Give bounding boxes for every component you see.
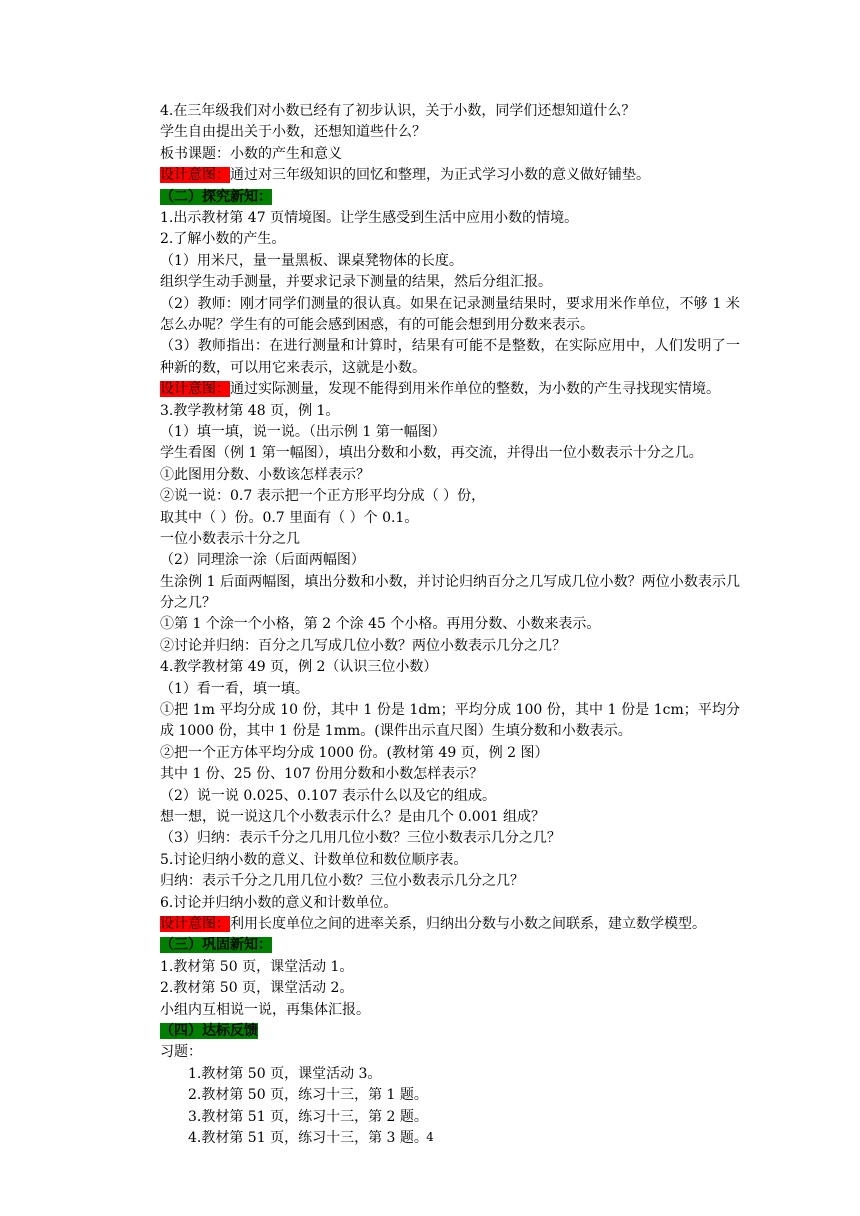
- section-heading: [160, 1021, 740, 1042]
- section-heading: [160, 935, 740, 956]
- design-intent-tag: 设计意图：: [160, 381, 230, 398]
- design-intent-text: 通过实际测量，发现不能得到用米作单位的整数，为小数的产生寻找现实情境。: [230, 381, 720, 398]
- text-line: （3）归纳：表示千分之几用几位小数？三位小数表示几分之几？: [160, 830, 561, 847]
- text-line: （2）同理涂一涂（后面两幅图）: [160, 552, 365, 569]
- design-intent-line: [160, 914, 740, 935]
- text-line: 板书课题：小数的产生和意义: [160, 145, 342, 162]
- paragraph: ①把 1m 平均分成 10 份，其中 1 份是 1dm；平均分成 100 份，其中 1 份是 1cm；平均分成 1000 份，其中 1 份是 1mm。(课件出示直尺图）生填分数和小数表示。: [160, 702, 740, 740]
- text-line: 学生自由提出关于小数，还想知道些什么？: [160, 124, 426, 141]
- text-line: 小组内互相说一说，再集体汇报。: [160, 1001, 370, 1018]
- text-line: 取其中（ ）份。0.7 里面有（ ）个 0.1。: [160, 509, 419, 526]
- text-line: 一位小数表示十分之几: [160, 530, 300, 547]
- text-line: （1）用米尺，量一量黑板、课桌凳物体的长度。: [160, 252, 463, 269]
- text-line: （1）填一填，说一说。（出示例 1 第一幅图）: [160, 423, 446, 440]
- exercise-item: 1.教材第 50 页，课堂活动 3。: [188, 1065, 382, 1082]
- text-line: 学生看图（例 1 第一幅图），填出分数和小数，再交流，并得出一位小数表示十分之几。: [160, 445, 703, 462]
- text-line: 习题：: [160, 1044, 202, 1061]
- text-line: （2）说一说 0.025、0.107 表示什么以及它的组成。: [160, 787, 496, 804]
- text-line: ①此图用分数、小数该怎样表示？: [160, 466, 370, 483]
- design-intent-text: 利用长度单位之间的进率关系，归纳出分数与小数之间联系，建立数学模型。: [230, 915, 706, 932]
- text-line: （1）看一看，填一填。: [160, 680, 309, 697]
- design-intent-tag: 设计意图：: [160, 167, 230, 184]
- text-line: 归纳：表示千分之几用几位小数？三位小数表示几分之几？: [160, 873, 524, 890]
- document-body: [160, 101, 740, 1149]
- text-line: 组织学生动手测量，并要求记录下测量的结果，然后分组汇报。: [160, 274, 552, 291]
- text-line: ②把一个正方体平均分成 1000 份。(教材第 49 页，例 2 图）: [160, 744, 549, 761]
- exercise-item: 4.教材第 51 页，练习十三，第 3 题。: [188, 1129, 428, 1146]
- text-line: ②讨论并归纳：百分之几写成几位小数？两位小数表示几分之几？: [160, 637, 566, 654]
- text-line: 1.出示教材第 47 页情境图。让学生感受到生活中应用小数的情境。: [160, 209, 579, 226]
- text-line: 想一想，说一说这几个小数表示什么？是由几个 0.001 组成？: [160, 809, 545, 826]
- paragraph: （3）教师指出：在进行测量和计算时，结果有可能不是整数，在实际应用中，人们发明了一种新的数，可以用它来表示，这就是小数。: [160, 338, 740, 376]
- exercise-item: 3.教材第 51 页，练习十三，第 2 题。: [188, 1108, 428, 1125]
- design-intent-tag: 设计意图：: [160, 915, 230, 932]
- paragraph: 生涂例 1 后面两幅图，填出分数和小数，并讨论归纳百分之几写成几位小数？两位小数表示几分之几？: [160, 573, 740, 612]
- design-intent-text: 通过对三年级知识的回忆和整理，为正式学习小数的意义做好铺垫。: [230, 167, 650, 184]
- page-number: 4: [426, 1130, 434, 1144]
- section-tag: （四）达标反馈: [160, 1022, 258, 1039]
- text-line: 2.了解小数的产生。: [160, 231, 286, 248]
- section-tag: （三）巩固新知：: [160, 937, 272, 954]
- text-line: 4.教学教材第 49 页，例 2（认识三位小数）: [160, 659, 438, 676]
- text-line: 3.教学教材第 48 页，例 1。: [160, 402, 340, 419]
- design-intent-line: [160, 165, 740, 186]
- exercise-item: 2.教材第 50 页，练习十三，第 1 题。: [188, 1087, 428, 1104]
- text-line: ①第 1 个涂一个小格，第 2 个涂 45 个小格。再用分数、小数来表示。: [160, 616, 601, 633]
- text-line: 5.讨论归纳小数的意义、计数单位和数位顺序表。: [160, 851, 468, 868]
- section-heading: [160, 187, 740, 208]
- paragraph: （2）教师：刚才同学们测量的很认真。如果在记录测量结果时，要求用米作单位，不够 1 米怎么办呢？学生有的可能会感到困惑，有的可能会想到用分数来表示。: [160, 295, 740, 333]
- section-tag: （二）探究新知：: [160, 188, 272, 205]
- text-line: 1.教材第 50 页，课堂活动 1。: [160, 958, 354, 975]
- text-line: 4.在三年级我们对小数已经有了初步认识，关于小数，同学们还想知道什么？: [160, 103, 636, 119]
- design-intent-line: [160, 379, 740, 400]
- text-line: 其中 1 份、25 份、107 份用分数和小数怎样表示？: [160, 766, 484, 783]
- text-line: 2.教材第 50 页，课堂活动 2。: [160, 980, 354, 997]
- text-line: ②说一说：0.7 表示把一个正方形平均分成（ ）份，: [160, 488, 486, 505]
- text-line: 6.讨论并归纳小数的意义和计数单位。: [160, 894, 398, 911]
